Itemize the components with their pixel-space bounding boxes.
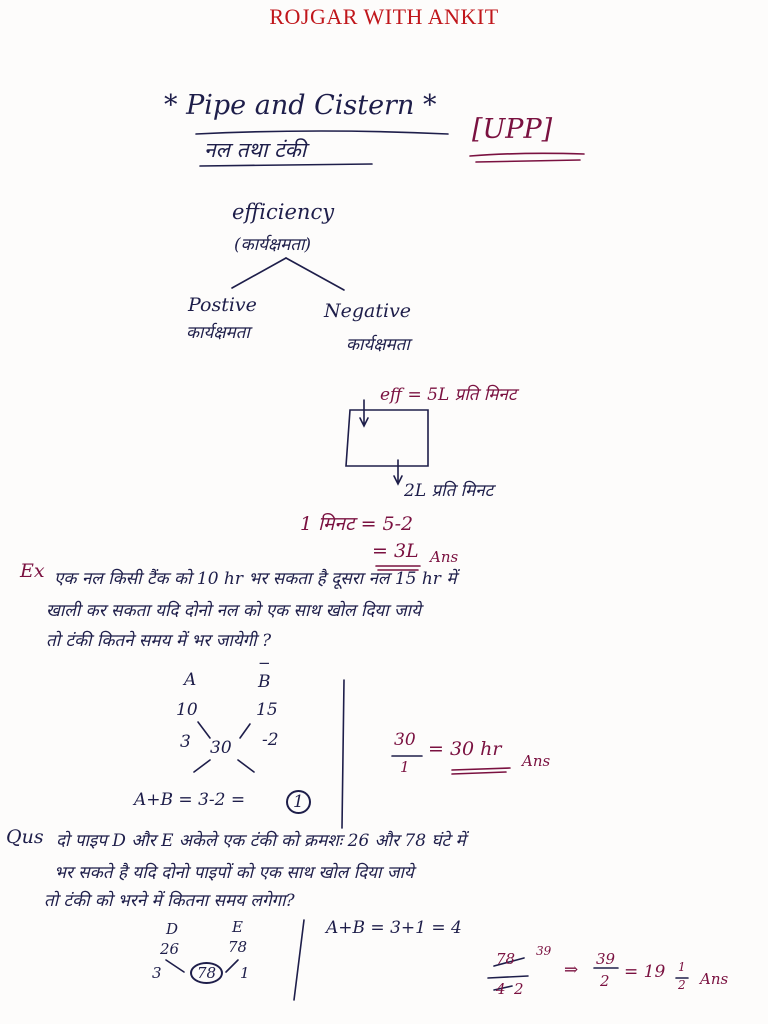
- example-eff-b: -2: [262, 730, 279, 750]
- example-time-b: 15: [256, 700, 278, 720]
- tank-inflow-label: eff = 5L प्रति मिनट: [380, 385, 517, 405]
- positive-hindi: कार्यक्षमता: [186, 323, 250, 343]
- question-lcm: 78: [190, 962, 223, 984]
- tank-ans: Ans: [430, 548, 459, 566]
- question-step-den: 2: [600, 972, 610, 990]
- example-pipe-a: A: [184, 670, 197, 690]
- example-label: Ex: [20, 560, 45, 582]
- question-time-e: 78: [228, 938, 248, 956]
- question-arrow: ⇒: [564, 960, 579, 980]
- question-line1: दो पाइप D और E अकेले एक टंकी को क्रमशः 26 और 78 घंटे में: [56, 831, 466, 851]
- negative-hindi: कार्यक्षमता: [346, 335, 410, 355]
- question-result: = 19: [624, 962, 666, 982]
- question-frac-num-reduced: 39: [536, 944, 552, 958]
- negative-label: Negative: [324, 300, 412, 322]
- example-frac-num: 30: [394, 730, 416, 750]
- question-result-frac-den: 2: [678, 978, 686, 992]
- tank-box: [346, 410, 428, 466]
- efficiency-root-hindi: (कार्यक्षमता): [234, 235, 312, 255]
- example-lcm: 30: [210, 738, 232, 758]
- inflow-arrow: [360, 400, 368, 426]
- example-line2: खाली कर सकता यदि दोनो नल को एक साथ खोल दिया जाये: [46, 601, 421, 621]
- efficiency-root: efficiency: [232, 200, 335, 224]
- question-result-frac-num: 1: [678, 960, 686, 974]
- example-ans: Ans: [522, 752, 551, 770]
- tree-branch-left: [232, 258, 286, 288]
- example-result: = 30 hr: [428, 738, 502, 760]
- example-pipe-b-sign: −: [258, 654, 271, 672]
- question-divider: [294, 920, 304, 1000]
- title-english: * Pipe and Cistern *: [164, 90, 437, 121]
- example-frac-den: 1: [400, 758, 410, 776]
- question-line3: तो टंकी को भरने में कितना समय लगेगा?: [44, 891, 295, 911]
- example-time-a: 10: [176, 700, 198, 720]
- example-pipe-b: B: [258, 672, 271, 692]
- question-eff-d: 3: [152, 964, 162, 982]
- positive-label: Postive: [188, 294, 257, 316]
- question-ans: Ans: [700, 970, 729, 988]
- question-step-num: 39: [596, 950, 616, 968]
- question-pipe-d: D: [166, 920, 179, 938]
- question-line2: भर सकते है यदि दोनो पाइपों को एक साथ खोल दिया जाये: [54, 863, 414, 883]
- outflow-arrow: [394, 460, 402, 484]
- question-label: Qus: [6, 826, 44, 848]
- example-sum-result: 1: [286, 790, 311, 814]
- question-eff-e: 1: [240, 964, 250, 982]
- hindi-title-underline: [200, 164, 372, 166]
- title-hindi: नल तथा टंकी: [204, 138, 307, 162]
- example-divider: [342, 680, 344, 828]
- question-frac-den: 4: [496, 980, 506, 998]
- exam-tag: [UPP]: [472, 114, 553, 145]
- question-pipe-e: E: [232, 918, 243, 936]
- title-underline: [196, 131, 448, 134]
- tree-branch-right: [286, 258, 344, 290]
- question-frac-den-reduced: 2: [514, 980, 524, 998]
- tank-calc-line2: = 3L: [372, 540, 419, 562]
- example-line3: तो टंकी कितने समय में भर जायेगी ?: [46, 631, 272, 651]
- question-frac-num: 78: [496, 950, 516, 968]
- example-sum-line: A+B = 3-2 =: [134, 790, 246, 810]
- tank-calc-line1: 1 मिनट = 5-2: [300, 513, 414, 535]
- example-line1: एक नल किसी टैंक को 10 hr भर सकता है दूसरा नल 15 hr में: [54, 569, 457, 589]
- upp-underline: [470, 153, 584, 156]
- watermark-header: ROJGAR WITH ANKIT: [269, 4, 499, 29]
- example-eff-a: 3: [180, 732, 191, 752]
- tank-outflow-label: 2L प्रति मिनट: [404, 481, 494, 501]
- question-time-d: 26: [160, 940, 180, 958]
- question-sum-line: A+B = 3+1 = 4: [326, 918, 462, 938]
